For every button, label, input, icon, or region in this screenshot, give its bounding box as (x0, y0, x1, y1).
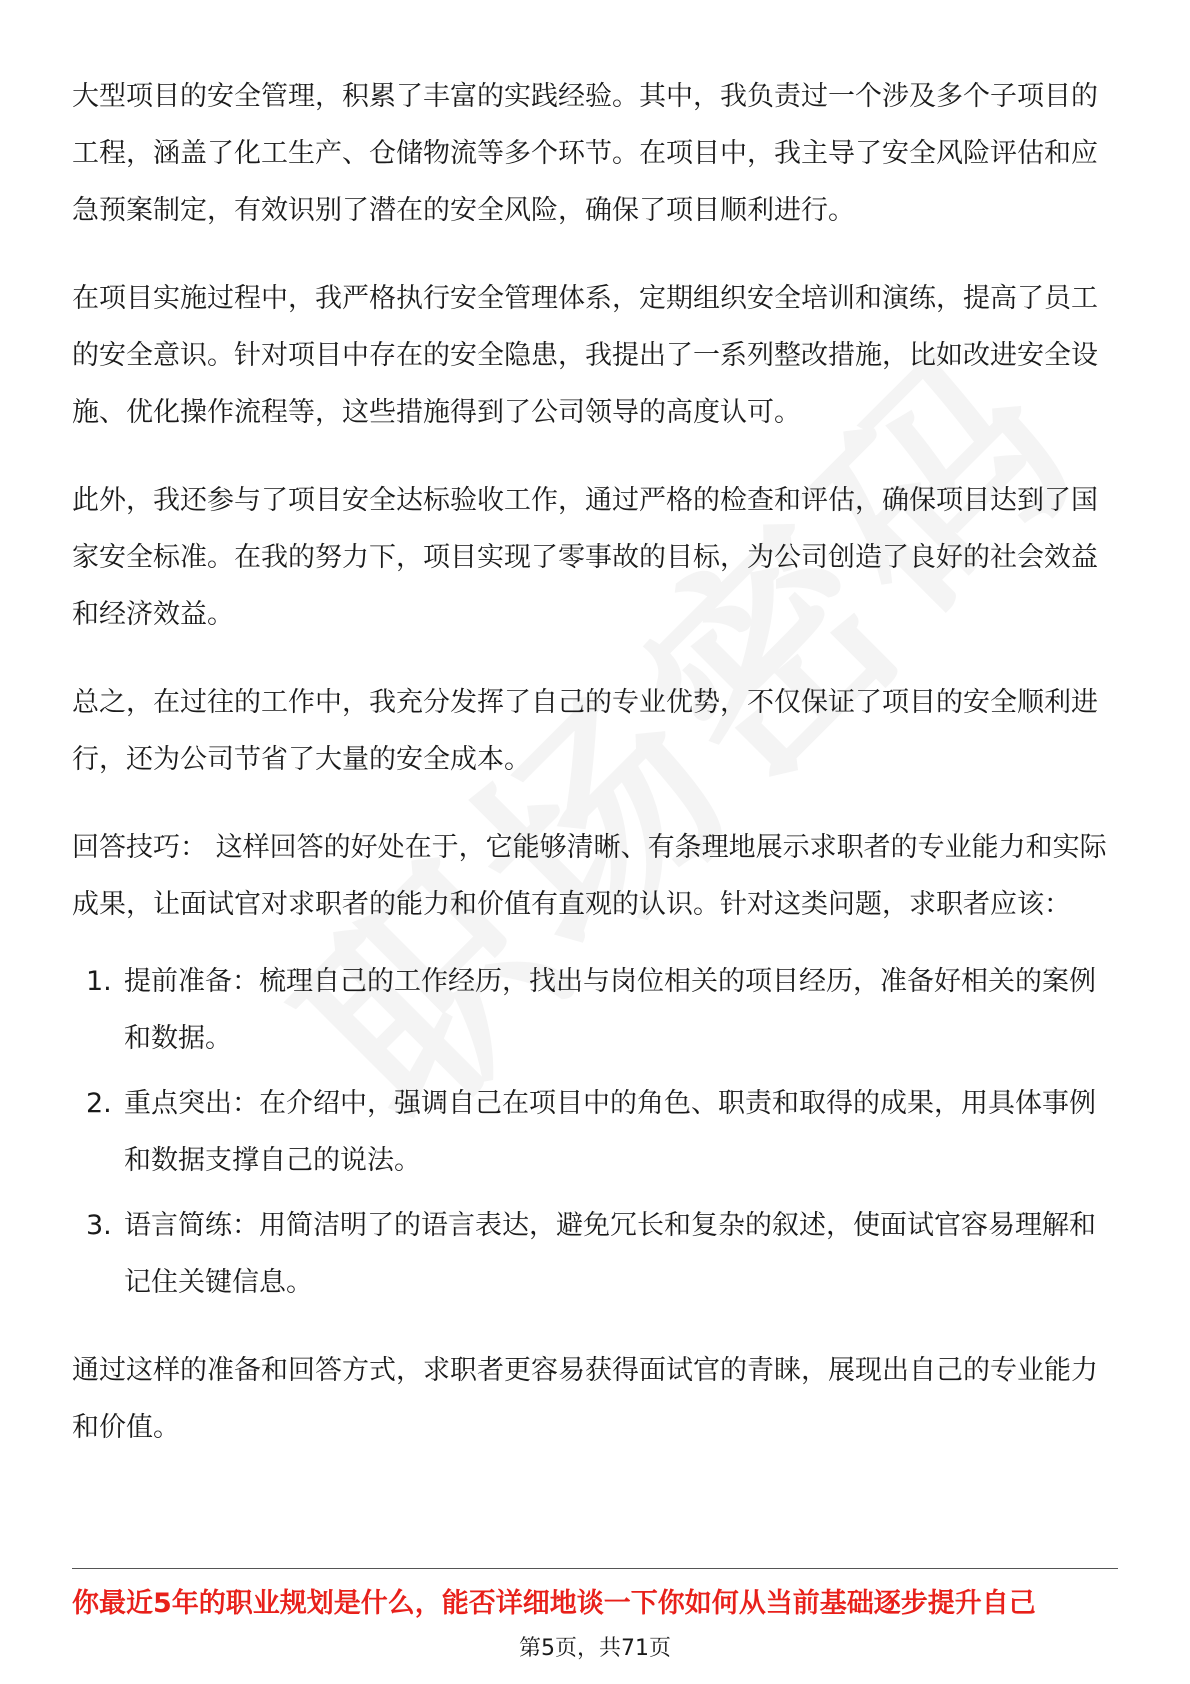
body-paragraph-4: 总之，在过往的工作中，我充分发挥了自己的专业优势，不仅保证了项目的安全顺利进行，还为公司节省了大量的安全成本。 (72, 687, 1098, 775)
body-paragraph-1: 大型项目的安全管理，积累了丰富的实践经验。其中，我负责过一个涉及多个子项目的工程，涵盖了化工生产、仓储物流等多个环节。在项目中，我主导了安全风险评估和应急预案制定，有效识别了潜在的安全风险，确保了项目顺利进行。 (72, 81, 1098, 226)
page-number-footer: 第5页，共71页 (519, 1636, 671, 1661)
list-item (72, 1197, 1118, 1311)
closing-paragraph: 通过这样的准备和回答方式，求职者更容易获得面试官的青睐，展现出自己的专业能力和价值。 (72, 1355, 1098, 1443)
list-item-text: 提前准备：梳理自己的工作经历，找出与岗位相关的项目经历，准备好相关的案例和数据。 (124, 966, 1096, 1054)
list-item (72, 1075, 1118, 1189)
section-divider (72, 1568, 1118, 1569)
body-paragraph-2: 在项目实施过程中，我严格执行安全管理体系，定期组织安全培训和演练，提高了员工的安全意识。针对项目中存在的安全隐患，我提出了一系列整改措施，比如改进安全设施、优化操作流程等，这些措施得到了公司领导的高度认可。 (72, 283, 1098, 428)
page-content (72, 68, 1118, 1487)
tips-list (72, 953, 1118, 1311)
answer-tips-intro: 回答技巧： 这样回答的好处在于，它能够清晰、有条理地展示求职者的专业能力和实际成果，让面试官对求职者的能力和价值有直观的认识。针对这类问题，求职者应该： (72, 832, 1107, 920)
list-item-number: 1. (86, 966, 112, 997)
list-item (72, 953, 1118, 1067)
list-item-text: 重点突出：在介绍中，强调自己在项目中的角色、职责和取得的成果，用具体事例和数据支撑自己的说法。 (124, 1088, 1096, 1176)
list-item-number: 3. (86, 1210, 112, 1241)
next-question-heading: 你最近5年的职业规划是什么，能否详细地谈一下你如何从当前基础逐步提升自己 (72, 1588, 1036, 1619)
body-paragraph-3: 此外，我还参与了项目安全达标验收工作，通过严格的检查和评估，确保项目达到了国家安全标准。在我的努力下，项目实现了零事故的目标，为公司创造了良好的社会效益和经济效益。 (72, 485, 1098, 630)
list-item-number: 2. (86, 1088, 112, 1119)
list-item-text: 语言简练：用简洁明了的语言表达，避免冗长和复杂的叙述，使面试官容易理解和记住关键信息。 (124, 1210, 1096, 1298)
